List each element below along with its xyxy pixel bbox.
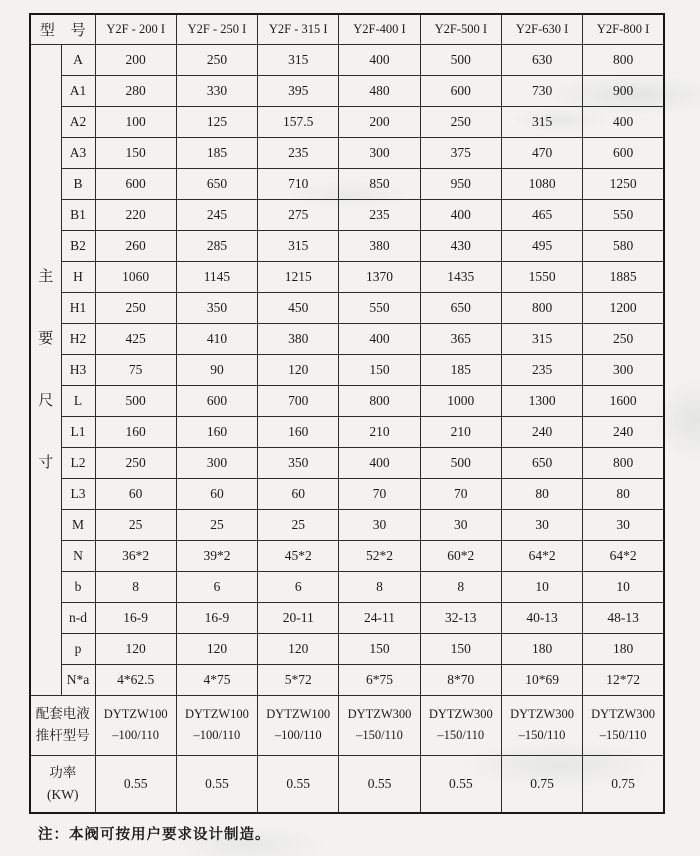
dimension-label-H: H bbox=[61, 261, 95, 292]
value-cell-B1-col1: 220 bbox=[95, 199, 176, 230]
value-cell-H-col3: 1215 bbox=[258, 261, 339, 292]
actuator-model-cell-col3 bbox=[258, 695, 339, 755]
value-cell-L2-col6: 650 bbox=[501, 447, 582, 478]
dimension-row-L2 bbox=[30, 447, 664, 478]
value-cell-L1-col7: 240 bbox=[583, 416, 664, 447]
value-cell-L1-col3: 160 bbox=[258, 416, 339, 447]
actuator-model-cell-col6 bbox=[501, 695, 582, 755]
value-cell-L1-col2: 160 bbox=[176, 416, 257, 447]
value-cell-L1-col1: 160 bbox=[95, 416, 176, 447]
actuator-model-cell-col5 bbox=[420, 695, 501, 755]
power-value-cell-col3: 0.55 bbox=[258, 755, 339, 813]
value-cell-A2-col4: 200 bbox=[339, 106, 420, 137]
dimension-label-H2: H2 bbox=[61, 323, 95, 354]
dimension-row-A1 bbox=[30, 75, 664, 106]
value-cell-A3-col6: 470 bbox=[501, 137, 582, 168]
dimension-label-M: M bbox=[61, 509, 95, 540]
value-cell-A2-col2: 125 bbox=[176, 106, 257, 137]
model-header-4: Y2F-400 I bbox=[339, 14, 420, 44]
value-cell-A3-col5: 375 bbox=[420, 137, 501, 168]
actuator-model-line1: DYTZW100 bbox=[266, 707, 331, 721]
value-cell-b-col5: 8 bbox=[420, 571, 501, 602]
model-header-1: Y2F - 200 I bbox=[95, 14, 176, 44]
actuator-label-line2: 推杆型号 bbox=[35, 728, 90, 743]
value-cell-L3-col1: 60 bbox=[95, 478, 176, 509]
value-cell-A2-col5: 250 bbox=[420, 106, 501, 137]
dimension-label-B: B bbox=[61, 168, 95, 199]
dimension-row-L1 bbox=[30, 416, 664, 447]
dimension-label-p: p bbox=[61, 633, 95, 664]
value-cell-H3-col3: 120 bbox=[258, 354, 339, 385]
value-cell-B-col4: 850 bbox=[339, 168, 420, 199]
dimension-label-B2: B2 bbox=[61, 230, 95, 261]
value-cell-H-col7: 1885 bbox=[583, 261, 664, 292]
value-cell-L1-col5: 210 bbox=[420, 416, 501, 447]
actuator-model-line2: –100/110 bbox=[274, 728, 322, 742]
value-cell-L-col6: 1300 bbox=[501, 385, 582, 416]
value-cell-M-col7: 30 bbox=[583, 509, 664, 540]
value-cell-B1-col6: 465 bbox=[501, 199, 582, 230]
value-cell-A-col4: 400 bbox=[339, 44, 420, 75]
group-label-vertical-stack bbox=[31, 268, 61, 472]
model-header-label: 型 号 bbox=[30, 14, 95, 44]
value-cell-N-col2: 39*2 bbox=[176, 540, 257, 571]
value-cell-H1-col6: 800 bbox=[501, 292, 582, 323]
actuator-model-line1: DYTZW300 bbox=[591, 707, 656, 721]
value-cell-B-col2: 650 bbox=[176, 168, 257, 199]
dimension-row-H2 bbox=[30, 323, 664, 354]
value-cell-N*a-col3: 5*72 bbox=[258, 664, 339, 695]
value-cell-b-col1: 8 bbox=[95, 571, 176, 602]
value-cell-L2-col1: 250 bbox=[95, 447, 176, 478]
dimension-row-H1 bbox=[30, 292, 664, 323]
value-cell-A1-col2: 330 bbox=[176, 75, 257, 106]
dimension-label-N*a: N*a bbox=[61, 664, 95, 695]
value-cell-B2-col5: 430 bbox=[420, 230, 501, 261]
value-cell-H3-col4: 150 bbox=[339, 354, 420, 385]
value-cell-A-col5: 500 bbox=[420, 44, 501, 75]
value-cell-N-col3: 45*2 bbox=[258, 540, 339, 571]
actuator-model-line1: DYTZW300 bbox=[510, 707, 574, 721]
value-cell-L2-col3: 350 bbox=[258, 447, 339, 478]
power-value-cell-col5: 0.55 bbox=[420, 755, 501, 813]
value-cell-b-col7: 10 bbox=[583, 571, 664, 602]
dimension-label-b: b bbox=[61, 571, 95, 602]
value-cell-A-col3: 315 bbox=[258, 44, 339, 75]
value-cell-N-col6: 64*2 bbox=[501, 540, 582, 571]
value-cell-A3-col1: 150 bbox=[95, 137, 176, 168]
value-cell-N-col4: 52*2 bbox=[339, 540, 420, 571]
dimension-label-L1: L1 bbox=[61, 416, 95, 447]
power-label-line2: (KW) bbox=[47, 786, 79, 802]
power-label-line1: 功率 bbox=[49, 764, 77, 780]
value-cell-A2-col1: 100 bbox=[95, 106, 176, 137]
dimension-spec-table bbox=[29, 13, 665, 814]
value-cell-M-col2: 25 bbox=[176, 509, 257, 540]
value-cell-B2-col6: 495 bbox=[501, 230, 582, 261]
value-cell-M-col5: 30 bbox=[420, 509, 501, 540]
value-cell-p-col7: 180 bbox=[583, 633, 664, 664]
value-cell-L-col1: 500 bbox=[95, 385, 176, 416]
dimension-row-N*a bbox=[30, 664, 664, 695]
model-header-7: Y2F-800 I bbox=[583, 14, 664, 44]
value-cell-A2-col7: 400 bbox=[583, 106, 664, 137]
value-cell-L3-col5: 70 bbox=[420, 478, 501, 509]
value-cell-M-col4: 30 bbox=[339, 509, 420, 540]
value-cell-n-d-col5: 32-13 bbox=[420, 602, 501, 633]
dimension-row-B1 bbox=[30, 199, 664, 230]
value-cell-N*a-col2: 4*75 bbox=[176, 664, 257, 695]
value-cell-B2-col3: 315 bbox=[258, 230, 339, 261]
dimension-row-A bbox=[30, 44, 664, 75]
value-cell-H2-col4: 400 bbox=[339, 323, 420, 354]
group-label-char-3: 尺 bbox=[38, 392, 54, 409]
actuator-model-line2: –150/110 bbox=[518, 728, 566, 742]
value-cell-A1-col6: 730 bbox=[501, 75, 582, 106]
value-cell-H1-col7: 1200 bbox=[583, 292, 664, 323]
power-value-cell-col2: 0.55 bbox=[176, 755, 257, 813]
dimension-label-A: A bbox=[61, 44, 95, 75]
actuator-model-cell-col2 bbox=[176, 695, 257, 755]
header-row bbox=[30, 14, 664, 44]
dimension-label-A2: A2 bbox=[61, 106, 95, 137]
power-row bbox=[30, 755, 664, 813]
value-cell-n-d-col2: 16-9 bbox=[176, 602, 257, 633]
value-cell-p-col5: 150 bbox=[420, 633, 501, 664]
power-value-cell-col6: 0.75 bbox=[501, 755, 582, 813]
value-cell-H2-col5: 365 bbox=[420, 323, 501, 354]
dimension-label-A1: A1 bbox=[61, 75, 95, 106]
actuator-model-cell-col7 bbox=[583, 695, 664, 755]
value-cell-A1-col5: 600 bbox=[420, 75, 501, 106]
value-cell-H2-col2: 410 bbox=[176, 323, 257, 354]
value-cell-L3-col3: 60 bbox=[258, 478, 339, 509]
value-cell-H1-col1: 250 bbox=[95, 292, 176, 323]
group-label-char-1: 主 bbox=[38, 268, 54, 285]
actuator-model-line2: –150/110 bbox=[437, 728, 485, 742]
value-cell-H-col6: 1550 bbox=[501, 261, 582, 292]
value-cell-A3-col7: 600 bbox=[583, 137, 664, 168]
value-cell-H1-col2: 350 bbox=[176, 292, 257, 323]
dimension-row-A2 bbox=[30, 106, 664, 137]
dimension-label-L2: L2 bbox=[61, 447, 95, 478]
value-cell-A2-col3: 157.5 bbox=[258, 106, 339, 137]
value-cell-B-col6: 1080 bbox=[501, 168, 582, 199]
actuator-model-line1: DYTZW100 bbox=[185, 707, 249, 721]
value-cell-H-col4: 1370 bbox=[339, 261, 420, 292]
group-label-char-2: 要 bbox=[38, 330, 54, 347]
value-cell-B1-col2: 245 bbox=[176, 199, 257, 230]
dimension-row-L bbox=[30, 385, 664, 416]
value-cell-N*a-col7: 12*72 bbox=[583, 664, 664, 695]
value-cell-N*a-col4: 6*75 bbox=[339, 664, 420, 695]
value-cell-A1-col3: 395 bbox=[258, 75, 339, 106]
value-cell-n-d-col3: 20-11 bbox=[258, 602, 339, 633]
value-cell-p-col6: 180 bbox=[501, 633, 582, 664]
value-cell-H2-col6: 315 bbox=[501, 323, 582, 354]
value-cell-L3-col7: 80 bbox=[583, 478, 664, 509]
value-cell-L2-col2: 300 bbox=[176, 447, 257, 478]
value-cell-N-col1: 36*2 bbox=[95, 540, 176, 571]
actuator-label bbox=[30, 695, 95, 755]
dimension-label-H3: H3 bbox=[61, 354, 95, 385]
dimension-row-H3 bbox=[30, 354, 664, 385]
dimension-label-B1: B1 bbox=[61, 199, 95, 230]
value-cell-L-col4: 800 bbox=[339, 385, 420, 416]
value-cell-p-col4: 150 bbox=[339, 633, 420, 664]
value-cell-p-col3: 120 bbox=[258, 633, 339, 664]
value-cell-N-col7: 64*2 bbox=[583, 540, 664, 571]
value-cell-H2-col1: 425 bbox=[95, 323, 176, 354]
value-cell-H3-col6: 235 bbox=[501, 354, 582, 385]
value-cell-H3-col5: 185 bbox=[420, 354, 501, 385]
group-label-char-4: 寸 bbox=[38, 454, 54, 471]
value-cell-A-col1: 200 bbox=[95, 44, 176, 75]
value-cell-N*a-col5: 8*70 bbox=[420, 664, 501, 695]
dimension-row-B2 bbox=[30, 230, 664, 261]
value-cell-b-col3: 6 bbox=[258, 571, 339, 602]
actuator-model-line2: –150/110 bbox=[599, 728, 647, 742]
dimension-label-H1: H1 bbox=[61, 292, 95, 323]
actuator-model-line1: DYTZW300 bbox=[428, 707, 493, 721]
value-cell-A-col6: 630 bbox=[501, 44, 582, 75]
value-cell-B1-col7: 550 bbox=[583, 199, 664, 230]
actuator-model-line2: –150/110 bbox=[356, 728, 403, 742]
dimension-row-A3 bbox=[30, 137, 664, 168]
value-cell-H1-col3: 450 bbox=[258, 292, 339, 323]
value-cell-A3-col3: 235 bbox=[258, 137, 339, 168]
value-cell-L2-col7: 800 bbox=[583, 447, 664, 478]
dimension-row-p bbox=[30, 633, 664, 664]
actuator-model-row bbox=[30, 695, 664, 755]
value-cell-H3-col1: 75 bbox=[95, 354, 176, 385]
power-value-cell-col4: 0.55 bbox=[339, 755, 420, 813]
value-cell-L-col7: 1600 bbox=[583, 385, 664, 416]
value-cell-B2-col2: 285 bbox=[176, 230, 257, 261]
dimension-row-B bbox=[30, 168, 664, 199]
actuator-model-line2: –100/110 bbox=[193, 728, 241, 742]
value-cell-L2-col4: 400 bbox=[339, 447, 420, 478]
value-cell-L-col5: 1000 bbox=[420, 385, 501, 416]
dimension-row-M bbox=[30, 509, 664, 540]
value-cell-b-col6: 10 bbox=[501, 571, 582, 602]
value-cell-H1-col4: 550 bbox=[339, 292, 420, 323]
value-cell-B-col5: 950 bbox=[420, 168, 501, 199]
value-cell-A1-col1: 280 bbox=[95, 75, 176, 106]
value-cell-L3-col6: 80 bbox=[501, 478, 582, 509]
value-cell-B2-col7: 580 bbox=[583, 230, 664, 261]
value-cell-M-col6: 30 bbox=[501, 509, 582, 540]
value-cell-n-d-col1: 16-9 bbox=[95, 602, 176, 633]
footnote: 注：本阀可按用户要求设计制造。 bbox=[38, 827, 271, 843]
value-cell-L1-col4: 210 bbox=[339, 416, 420, 447]
value-cell-b-col4: 8 bbox=[339, 571, 420, 602]
value-cell-L-col3: 700 bbox=[258, 385, 339, 416]
dimension-row-H bbox=[30, 261, 664, 292]
dimension-row-N bbox=[30, 540, 664, 571]
value-cell-n-d-col4: 24-11 bbox=[339, 602, 420, 633]
value-cell-H3-col2: 90 bbox=[176, 354, 257, 385]
value-cell-A1-col7: 900 bbox=[583, 75, 664, 106]
value-cell-A3-col4: 300 bbox=[339, 137, 420, 168]
value-cell-M-col3: 25 bbox=[258, 509, 339, 540]
value-cell-H-col1: 1060 bbox=[95, 261, 176, 292]
value-cell-H-col5: 1435 bbox=[420, 261, 501, 292]
model-header-5: Y2F-500 I bbox=[420, 14, 501, 44]
value-cell-H-col2: 1145 bbox=[176, 261, 257, 292]
actuator-model-cell-col4 bbox=[339, 695, 420, 755]
value-cell-A-col7: 800 bbox=[583, 44, 664, 75]
value-cell-B-col7: 1250 bbox=[583, 168, 664, 199]
value-cell-N*a-col6: 10*69 bbox=[501, 664, 582, 695]
value-cell-n-d-col6: 40-13 bbox=[501, 602, 582, 633]
dimension-label-n-d: n-d bbox=[61, 602, 95, 633]
value-cell-p-col1: 120 bbox=[95, 633, 176, 664]
value-cell-H2-col7: 250 bbox=[583, 323, 664, 354]
group-label-main-dimensions bbox=[30, 44, 61, 695]
actuator-model-line1: DYTZW300 bbox=[347, 707, 412, 721]
model-header-6: Y2F-630 I bbox=[501, 14, 582, 44]
actuator-label-line1: 配套电液 bbox=[35, 706, 90, 721]
value-cell-n-d-col7: 48-13 bbox=[583, 602, 664, 633]
dimension-label-L: L bbox=[61, 385, 95, 416]
value-cell-H1-col5: 650 bbox=[420, 292, 501, 323]
dimension-row-b bbox=[30, 571, 664, 602]
actuator-model-line2: –100/110 bbox=[112, 728, 160, 742]
value-cell-B1-col5: 400 bbox=[420, 199, 501, 230]
value-cell-L2-col5: 500 bbox=[420, 447, 501, 478]
dimension-label-A3: A3 bbox=[61, 137, 95, 168]
power-value-cell-col1: 0.55 bbox=[95, 755, 176, 813]
value-cell-A2-col6: 315 bbox=[501, 106, 582, 137]
value-cell-A-col2: 250 bbox=[176, 44, 257, 75]
value-cell-B2-col1: 260 bbox=[95, 230, 176, 261]
dimension-label-L3: L3 bbox=[61, 478, 95, 509]
value-cell-B1-col4: 235 bbox=[339, 199, 420, 230]
value-cell-B-col1: 600 bbox=[95, 168, 176, 199]
value-cell-L3-col2: 60 bbox=[176, 478, 257, 509]
value-cell-B-col3: 710 bbox=[258, 168, 339, 199]
value-cell-H3-col7: 300 bbox=[583, 354, 664, 385]
power-label bbox=[30, 755, 95, 813]
value-cell-M-col1: 25 bbox=[95, 509, 176, 540]
value-cell-L-col2: 600 bbox=[176, 385, 257, 416]
value-cell-L3-col4: 70 bbox=[339, 478, 420, 509]
model-header-2: Y2F - 250 I bbox=[176, 14, 257, 44]
dimension-row-L3 bbox=[30, 478, 664, 509]
value-cell-L1-col6: 240 bbox=[501, 416, 582, 447]
dimension-row-n-d bbox=[30, 602, 664, 633]
value-cell-B1-col3: 275 bbox=[258, 199, 339, 230]
value-cell-N-col5: 60*2 bbox=[420, 540, 501, 571]
actuator-model-cell-col1 bbox=[95, 695, 176, 755]
power-value-cell-col7: 0.75 bbox=[583, 755, 664, 813]
dimension-label-N: N bbox=[61, 540, 95, 571]
value-cell-B2-col4: 380 bbox=[339, 230, 420, 261]
actuator-model-line1: DYTZW100 bbox=[103, 707, 168, 721]
value-cell-A1-col4: 480 bbox=[339, 75, 420, 106]
value-cell-p-col2: 120 bbox=[176, 633, 257, 664]
value-cell-A3-col2: 185 bbox=[176, 137, 257, 168]
value-cell-N*a-col1: 4*62.5 bbox=[95, 664, 176, 695]
value-cell-H2-col3: 380 bbox=[258, 323, 339, 354]
model-header-3: Y2F - 315 I bbox=[258, 14, 339, 44]
value-cell-b-col2: 6 bbox=[176, 571, 257, 602]
